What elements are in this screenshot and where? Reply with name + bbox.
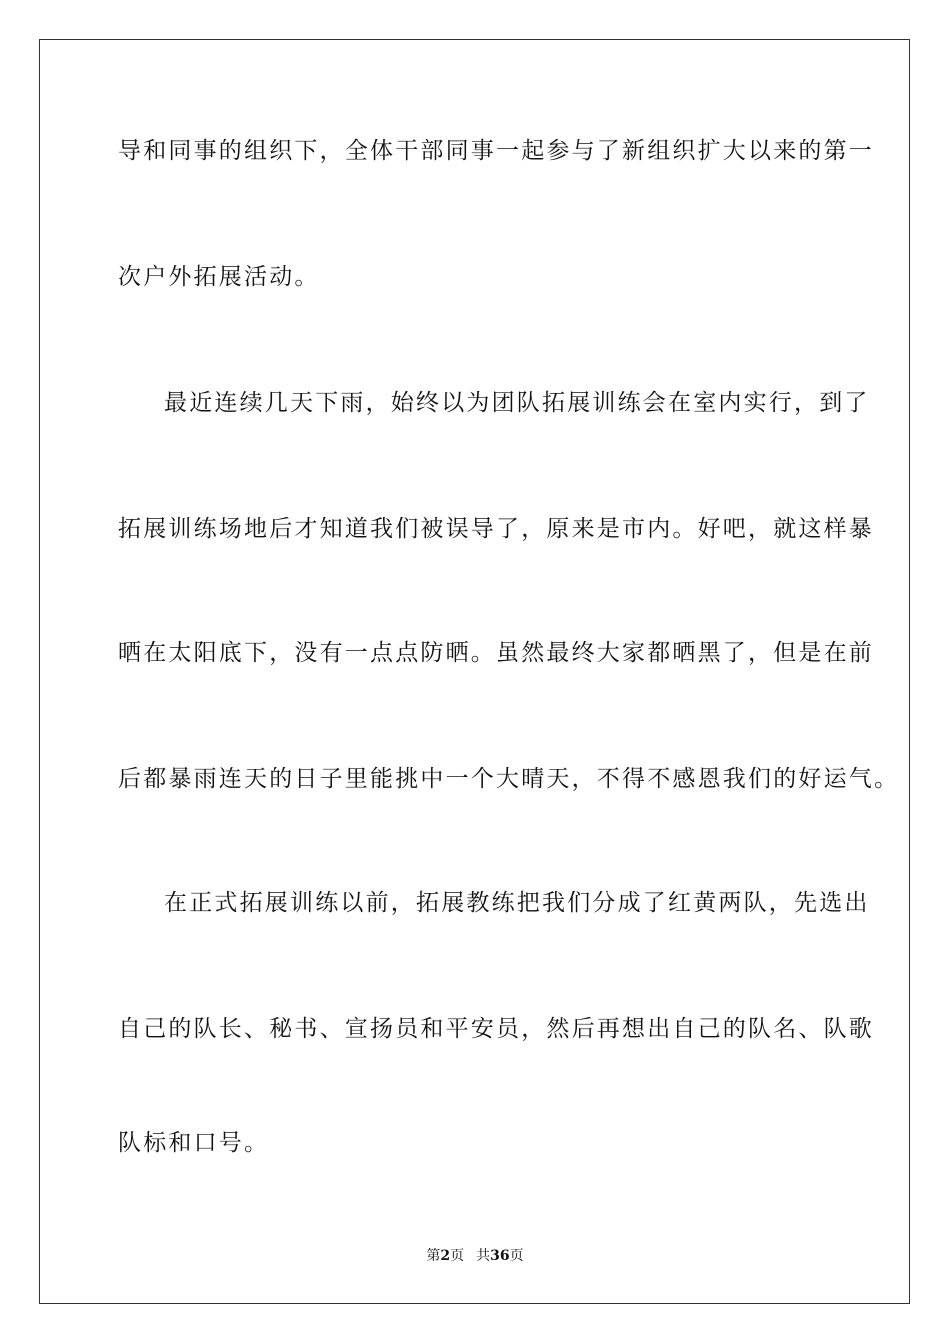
total-suffix: 页 <box>509 1248 524 1264</box>
page-border <box>39 39 910 1304</box>
page-suffix: 页 <box>450 1248 465 1264</box>
page-prefix: 第 <box>426 1248 441 1264</box>
paragraph-line: 后都暴雨连天的日子里能挑中一个大晴天，不得不感恩我们的好运气。 <box>118 766 900 792</box>
paragraph-line: 在正式拓展训练以前，拓展教练把我们分成了红黄两队，先选出 <box>164 890 870 916</box>
paragraph-line: 自己的队长、秘书、宣扬员和平安员，然后再想出自己的队名、队歌 <box>118 1016 874 1042</box>
paragraph-line: 导和同事的组织下，全体干部同事一起参与了新组织扩大以来的第一 <box>118 138 874 164</box>
paragraph-line: 队标和口号。 <box>118 1130 270 1156</box>
page-number: 2 <box>440 1248 451 1264</box>
paragraph-line: 最近连续几天下雨，始终以为团队拓展训练会在室内实行，到了 <box>164 390 870 416</box>
paragraph-line: 晒在太阳底下，没有一点点防晒。虽然最终大家都晒黑了，但是在前 <box>118 640 874 666</box>
paragraph-line: 拓展训练场地后才知道我们被误导了，原来是市内。好吧，就这样暴 <box>118 516 874 542</box>
page-footer <box>0 1245 950 1265</box>
paragraph-line: 次户外拓展活动。 <box>118 264 320 290</box>
total-prefix: 共 <box>476 1248 491 1264</box>
total-pages: 36 <box>490 1248 510 1264</box>
